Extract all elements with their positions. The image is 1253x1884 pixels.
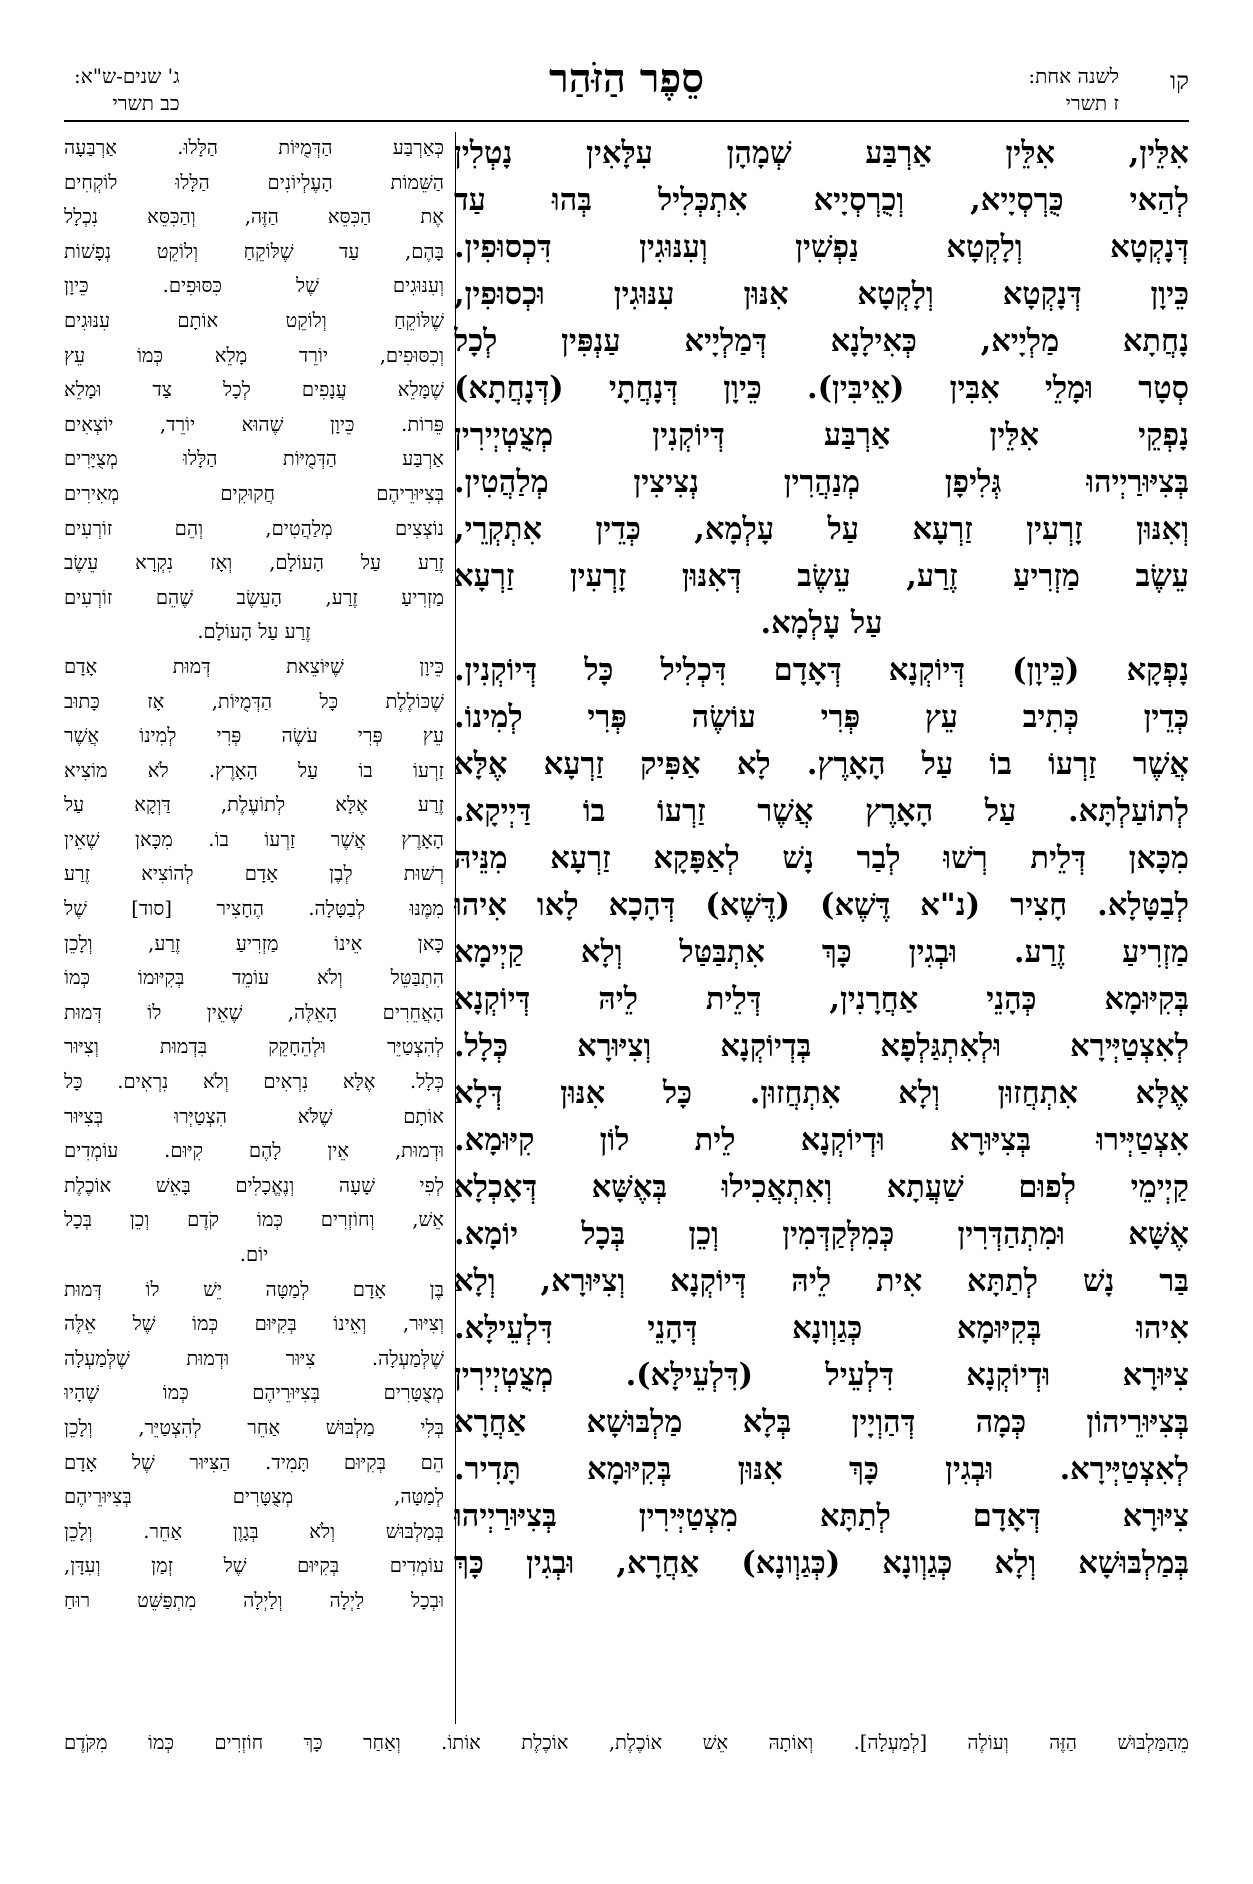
main-text-line: אֶשָּׁא וּמִתְהַדְּרִין כְּמִלְּקַדְּמִין וְכֵן בְּכָל יוֹמָא. bbox=[454, 1216, 1189, 1252]
main-text-line: קַיְימֵי לְפוּם שַׁעֲתָא וְאִתְאֲכִילוּ בְּאֶשָּׁא דְּאָכְלָא bbox=[454, 1169, 1189, 1205]
side-text-line: שֶׁכּוֹלֶלֶת כָּל הַדְּמֻיּוֹת, אָז כָּתוּב bbox=[64, 689, 444, 713]
side-text-line: לְהִצְטַיֵּר וּלְהֵחָקֵק בִּדְמוּת וְצִיּוּר bbox=[64, 1035, 444, 1059]
side-text-line: כְּאַרְבַּע הַדְּמֻיּוֹת הַלָּלוּ. אַרְבַּעָה bbox=[64, 136, 444, 159]
side-text-line: בֶּן אָדָם לְמַטָּה יֵשׁ לוֹ דְּמוּת bbox=[64, 1277, 444, 1301]
side-text-line: נוֹצְצִים מְלַהֲטִים, וְהֵם זוֹרְעִים bbox=[64, 516, 444, 540]
main-text-line: דְּנָקְטָא וְלָקְטָא נַפְשִׁין וְעִנּוּגִין דִּכְסוּפִין. bbox=[454, 229, 1189, 265]
main-text-line: לְבַטָּלָא. חָצִיר (נ"א דֶּשֶׁא) (דֶּשֶׁא) דְּהָכָא לָאו אִיהוּ bbox=[454, 887, 1189, 923]
side-text-line: יוֹם. bbox=[239, 1243, 269, 1266]
side-text-line: בָּהֶם, עַד שֶׁלּוֹקֵחַ וְלוֹקֵט נְפָשׁוֹת bbox=[64, 239, 444, 263]
main-text-line: צִיּוּרָא וּדְיוֹקְנָא דִּלְעֵיל (דִּלְעֵילָּא). מְצֻטְיְירִין bbox=[454, 1357, 1189, 1393]
main-text-line: בְּצִיּוּרֵיהוֹן כְּמָה דְּהַוְיָין בְּלָא מַלְבּוּשָׁא אַחֲרָא bbox=[454, 1404, 1189, 1440]
side-text-line: בְּמַלְבּוּשׁ וְלֹא בְּגָוֶן אַחֵר. וְלָכֵן bbox=[64, 1519, 444, 1543]
main-text-line: בַּר נָשׁ לְתַתָּא אִית לֵיהּ דְּיוֹקְנָא וְצִיּוּרָא, וְלָא bbox=[454, 1263, 1189, 1299]
main-text-line: וְאִנּוּן זָרְעִין זַרְעָא עַל עָלְמָא, כְּדֵין אִתְקְרֵי, bbox=[454, 511, 1189, 547]
side-text-line: וְעִנּוּגִים שֶׁל כִּסּוּפִים. כֵּיוָן bbox=[64, 274, 444, 298]
side-text-line: בְּלִי מַלְבּוּשׁ אַחֵר לְהִצְטַיֵּר, וְלָכֵן bbox=[64, 1415, 444, 1439]
side-text-line: מְצֻטָּרִים בְּצִיּוּרֵיהֶם כְּמוֹ שֶׁהָיוּ bbox=[64, 1381, 444, 1405]
main-text-line: נָחֲתָא מַלְיָיא, כְּאִילָנָא דְּמַלְיָיא עַנְפִּין לְכָל bbox=[454, 323, 1189, 359]
side-text-line: שֶׁמָּלֵא עֲנָפִים לְכָל צַד וּמָלֵא bbox=[64, 378, 444, 402]
main-text-line: סְטָר וּמָלֵי אִבִּין (אֵיבִּין). כֵּיוָן דְּנָחֲתָי (דְּנָחֲתָא) bbox=[454, 370, 1189, 406]
main-text-line: אִצְטַיְּירוּ בְּצִיּוּרָא וּדְיוֹקְנָא לֵית לוֹן קִיּוּמָא. bbox=[454, 1122, 1189, 1158]
side-text-line: הָאֲחֵרִים הָאֵלֶּה, שֶׁאֵין לוֹ דְּמוּת bbox=[64, 1000, 444, 1024]
main-text-line: צִיּוּרָא דְּאָדָם לְתַתָּא מִצְטַיְּירִין בְּצִיּוּרַיְיהוּ bbox=[454, 1498, 1189, 1534]
main-text-line: בְּקִיּוּמָא כְּהָנֵי אַחֲרָנִין, דְּלֵית לֵיהּ דְּיוֹקְנָא bbox=[454, 981, 1189, 1017]
side-text-line: הִתְבַּטֵּל וְלֹא עוֹמֵד בְּקִיּוּמוֹ כְּמוֹ bbox=[64, 966, 444, 990]
side-text-line: אוֹתָם שֶׁלֹּא הִצְטַיְּרוּ בְּצִיּוּר bbox=[64, 1104, 444, 1128]
main-text-line: לְאִצְטַיְּירָא וּלְאִתְגַּלְפָא בְּדְיוֹקְנָא וְצִיּוּרָא כְּלָל. bbox=[454, 1028, 1189, 1064]
page-header bbox=[64, 55, 1189, 125]
main-text-line: עַל עָלְמָא. bbox=[760, 605, 883, 641]
main-text-line: לְהַאי כֻּרְסְיָיא, וְכֻרְסְיָיא אִתְכְּלִיל בְּהוּ עַד bbox=[454, 182, 1189, 218]
main-text-line: בְּצִיּוּרַיְיהוּ גְּלִיפָן מְנַהֲרִין נְצִיצִין מְלַהֲטִין. bbox=[454, 464, 1189, 500]
schedule-date: ז תשרי bbox=[1065, 91, 1119, 115]
side-text-line: אַרְבַּע הַדְּמֻיּוֹת הַלָּלוּ מְצֻיָּרִים bbox=[64, 447, 444, 471]
main-text-line: נָפְקֵי אִלֵּין אַרְבַּע דְּיוֹקְנִין מְצֻטְיְירִין bbox=[454, 417, 1189, 453]
schedule-label-alt: ג' שנים-ש"א: bbox=[74, 64, 180, 88]
aramaic-text-column bbox=[454, 130, 1189, 1587]
main-text-line: אֲשֶׁר זַרְעוֹ בוֹ עַל הָאָרֶץ. לָא אַפִּיק זַרְעָא אֶלָּא bbox=[454, 746, 1189, 782]
header-rule bbox=[64, 120, 1189, 122]
side-text-line: בְּצִיּוּרֵיהֶם חֲקוּקִים מְאִירִים bbox=[64, 481, 444, 505]
side-text-line: הַשֵּׁמוֹת הָעֶלְיוֹנִים הַלָּלוּ לוֹקְחִים bbox=[64, 170, 444, 194]
side-text-line: עוֹמְדִים בְּקִיּוּם שֶׁל זְמַן וְעִדָּן, bbox=[64, 1554, 444, 1578]
side-text-line: כָּאן אֵינוֹ מַזְרִיעַ זֶרַע, וְלָכֵן bbox=[64, 931, 444, 955]
side-text-line: וּבְכָל לַיְלָה וְלַיְלָה מִתְפַּשֵּׁט רוּחַ bbox=[64, 1588, 444, 1612]
side-text-line: זֶרַע עַל הָעוֹלָם, וְאָז נִקְרָא עֵשֶׂב bbox=[64, 551, 444, 575]
study-schedule-three-years bbox=[74, 63, 180, 117]
schedule-label: לשנה אחת: bbox=[1028, 64, 1119, 88]
main-text-line: מִכָּאן דְּלֵית רְשׁוּ לְבַר נָשׁ לְאַפָּקָא זַרְעָא מִנֵּיהּ bbox=[454, 840, 1189, 876]
main-text-line: לְתוֹעַלְתָּא. עַל הָאָרֶץ אֲשֶׁר זַרְעוֹ בוֹ דַּיְיקָא. bbox=[454, 793, 1189, 829]
side-text-line: זֶרַע אֶלָּא לְתוֹעֶלֶת, דַּוְקָא עַל bbox=[64, 793, 444, 817]
book-title: סֵפֶר הַזֹּהַר bbox=[549, 55, 704, 102]
side-text-line: רְשׁוּת לְבֶן אָדָם לְהוֹצִיא זֶרַע bbox=[64, 862, 444, 886]
main-text-line: כֵּיוָן דְּנָקְטָא וְלָקְטָא אִנּוּן עִנּוּגִין וּכְסוּפִין, bbox=[454, 276, 1189, 312]
side-text-line: שֶׁלְּמַעְלָה. צִיּוּר וּדְמוּת שֶׁלְּמַעְלָה bbox=[64, 1346, 444, 1370]
main-text-line: לְאִצְטַיְּירָא. וּבְגִין כָּךְ אִנּוּן בְּקִיּוּמָא תָּדִיר. bbox=[454, 1451, 1189, 1487]
main-text-line: מַזְרִיעַ זֶרַע. וּבְגִין כָּךְ אִתְבַּטַּל וְלָא קַיְימָא bbox=[454, 934, 1189, 970]
side-text-line: מַזְרִיעַ זֶרַע, הָעֵשֶׂב שֶׁהֵם זוֹרְעִים bbox=[64, 585, 444, 609]
side-text-line: שֶׁלּוֹקֵחַ וְלוֹקֵט אוֹתָם עִנּוּגִים bbox=[64, 308, 444, 332]
side-text-line: עֵץ פְּרִי עֹשֶׂה פְּרִי לְמִינוֹ אֲשֶׁר bbox=[64, 724, 444, 748]
side-text-line: אֵשׁ, וְחוֹזְרִים כְּמוֹ קֹדֶם וְכֵן בְּכָל bbox=[64, 1208, 444, 1232]
column-divider bbox=[455, 132, 456, 1724]
side-text-line: וְכִסּוּפִים, יוֹרֵד מָלֵא כְּמוֹ עֵץ bbox=[64, 343, 444, 367]
side-text-line: זַרְעוֹ בוֹ עַל הָאָרֶץ. לֹא מוֹצִיא bbox=[64, 758, 444, 782]
main-text-line: בְּמַלְבּוּשָׁא וְלָא כְּגַוְונָא (כְּגַוְונָא) אַחֲרָא, וּבְגִין כָּךְ bbox=[454, 1545, 1189, 1581]
bottom-translation-line: מֵהַמַּלְבּוּשׁ הַזֶּה וְעוֹלֶה [לְמַעְלָה]. וְאוֹתָהּ אֵשׁ אוֹכֶלֶת, אוֹכֶלֶת אוֹתוֹ. וְאַחַר כָּךְ חוֹזְרִים כְּמוֹ מִקֹּדֶם bbox=[64, 1731, 1189, 1754]
side-text-line: וְצִיּוּר, וְאֵינוֹ בְּקִיּוּם כְּמוֹ שֶׁל אֵלֶּה bbox=[64, 1312, 444, 1336]
main-text-line: אֶלָּא אִתְחֲזוּן וְלָא אִתְחֲזוּן. כָּל אִנּוּן דְּלָא bbox=[454, 1075, 1189, 1111]
side-text-line: וּדְמוּת, אֵין לָהֶם קִיּוּם. עוֹמְדִים bbox=[64, 1139, 444, 1163]
main-text-line: כְּדֵין כְּתִיב עֵץ פְּרִי עוֹשֶׂה פְּרִי לְמִינוֹ. bbox=[454, 699, 1189, 735]
page-number: קו bbox=[1170, 67, 1189, 95]
side-text-line: הָאָרֶץ אֲשֶׁר זַרְעוֹ בוֹ. מִכָּאן שֶׁאֵין bbox=[64, 827, 444, 851]
side-text-line: כֵּיוָן שֶׁיּוֹצֵאת דְּמוּת אָדָם bbox=[64, 654, 444, 678]
main-text-line: אִיהוּ בְּקִיּוּמָא כְּגַוְונָא דְּהָנֵי דִּלְעֵילָּא. bbox=[454, 1310, 1189, 1346]
side-text-line: לְמַטָּה, מְצֻטָּרִים בְּצִיּוּרֵיהֶם bbox=[64, 1485, 444, 1509]
side-text-line: אֶת הַכִּסֵּא הַזֶּה, וְהַכִּסֵּא נִכְלָל bbox=[64, 205, 444, 229]
side-text-line: פֵּרוֹת. כֵּיוָן שֶׁהוּא יוֹרֵד, יוֹצְאִים bbox=[64, 412, 444, 436]
main-text-line: עֵשֶׂב מַזְרִיעַ זֶרַע, עֵשֶׂב דְּאִנּוּן זָרְעִין זַרְעָא bbox=[454, 558, 1189, 594]
side-text-line: הֵם בְּקִיּוּם תָּמִיד. הַצִּיּוּר שֶׁל אָדָם bbox=[64, 1450, 444, 1474]
side-text-line: לְפִי שָׁעָה וְנֶאֱכָלִים בָּאֵשׁ אוֹכֶלֶת bbox=[64, 1173, 444, 1197]
schedule-date-alt: כב תשרי bbox=[112, 91, 180, 115]
main-text-line: נָפְקָא (כֵּיוָן) דְּיוֹקְנָא דְּאָדָם דִּכְלִיל כָּל דְּיוֹקְנִין. bbox=[454, 652, 1189, 688]
side-text-line: מִמֶּנּוּ לְבַטָּלָה. הֶחָצִיר [סוד] שֶׁל bbox=[64, 897, 444, 921]
side-text-line: זֶרַע עַל הָעוֹלָם. bbox=[197, 620, 311, 644]
side-text-line: כְּלָל. אֶלָּא נִרְאִים וְלֹא נִרְאִים. כָּל bbox=[64, 1070, 444, 1094]
main-text-line: אִלֵּין, אִלֵּין אַרְבַּע שְׁמָהָן עִלָּאִין נָטְלִין bbox=[454, 135, 1189, 171]
hebrew-translation-column bbox=[64, 131, 444, 1619]
